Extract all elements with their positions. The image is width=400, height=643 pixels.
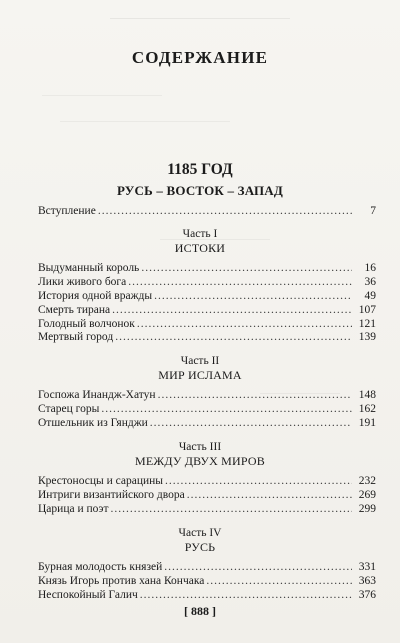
toc-entry-page: 49 (364, 290, 376, 302)
part-title: ИСТОКИ (174, 241, 226, 255)
toc-entry[interactable] (38, 331, 376, 347)
toc-entry-title: Мертвый город (38, 331, 114, 343)
part-title: РУСЬ (184, 540, 216, 554)
dot-leader (141, 262, 352, 274)
part-title: МЕЖДУ ДВУХ МИРОВ (135, 454, 265, 468)
toc-entry-title: Крестоносцы и сарацины (38, 475, 164, 487)
book-year: 1185 ГОД (167, 161, 233, 178)
dot-leader (137, 318, 352, 330)
book-subtitle: РУСЬ – ВОСТОК – ЗАПАД (116, 183, 284, 198)
toc-entry-title: История одной вражды (38, 290, 153, 302)
dot-leader (158, 389, 352, 401)
toc-entry-page: 7 (370, 205, 376, 217)
part-title: МИР ИСЛАМА (158, 368, 242, 382)
toc-entry-page: 363 (358, 575, 376, 587)
toc-entry[interactable] (38, 417, 376, 433)
toc-entry-title: Смерть тирана (38, 304, 111, 316)
dot-leader (110, 503, 352, 515)
page-title: СОДЕРЖАНИЕ (131, 48, 269, 67)
toc-entry-title: Князь Игорь против хана Кончака (38, 575, 205, 587)
toc-entry-title: Царица и поэт (38, 503, 109, 515)
dot-leader (165, 475, 352, 487)
dot-leader (140, 589, 352, 601)
dot-leader (150, 417, 352, 429)
dot-leader (206, 575, 352, 587)
toc-entry-title: Лики живого бога (38, 276, 127, 288)
dot-leader (98, 205, 352, 217)
toc-entry-page: 232 (358, 475, 376, 487)
toc-entry[interactable] (38, 589, 376, 605)
dot-leader (187, 489, 352, 501)
part-label: Часть I (182, 228, 218, 240)
toc-entry-title: Голодный волчонок (38, 318, 135, 330)
part-label: Часть IV (178, 527, 222, 539)
toc-entry-title: Выдуманный король (38, 262, 140, 274)
toc-entry[interactable] (38, 503, 376, 519)
toc-entry-page: 107 (358, 304, 376, 316)
toc-entry-title: Отшельник из Гянджи (38, 417, 148, 429)
toc-entry-page: 139 (358, 331, 376, 343)
dot-leader (115, 331, 352, 343)
toc-entry-page: 376 (358, 589, 376, 601)
show-through-line (60, 121, 230, 122)
toc-entry-page: 148 (358, 389, 376, 401)
running-head-rule (110, 18, 290, 19)
dot-leader (164, 561, 352, 573)
part-label: Часть III (178, 441, 222, 453)
toc-entry-page: 121 (358, 318, 376, 330)
toc-entry-page: 331 (358, 561, 376, 573)
page-number: [ 888 ] (184, 604, 216, 618)
toc-entry-title: Старец горы (38, 403, 100, 415)
part-label: Часть II (180, 355, 220, 367)
toc-entry-intro[interactable] (38, 205, 376, 221)
toc-entry-page: 299 (358, 503, 376, 515)
toc-entry-page: 269 (358, 489, 376, 501)
toc-entry-page: 36 (364, 276, 376, 288)
toc-entry-page: 191 (358, 417, 376, 429)
dot-leader (128, 276, 352, 288)
toc-entry-title: Госпожа Инандж-Хатун (38, 389, 156, 401)
dot-leader (154, 290, 352, 302)
dot-leader (101, 403, 352, 415)
toc-entry-page: 16 (364, 262, 376, 274)
dot-leader (112, 304, 352, 316)
toc-entry-page: 162 (358, 403, 376, 415)
toc-entry-title: Вступление (38, 205, 96, 217)
show-through-line (42, 95, 162, 96)
toc-entry-title: Неспокойный Галич (38, 589, 138, 601)
toc-entry-title: Интриги византийского двора (38, 489, 185, 501)
toc-entry-title: Бурная молодость князей (38, 561, 163, 573)
